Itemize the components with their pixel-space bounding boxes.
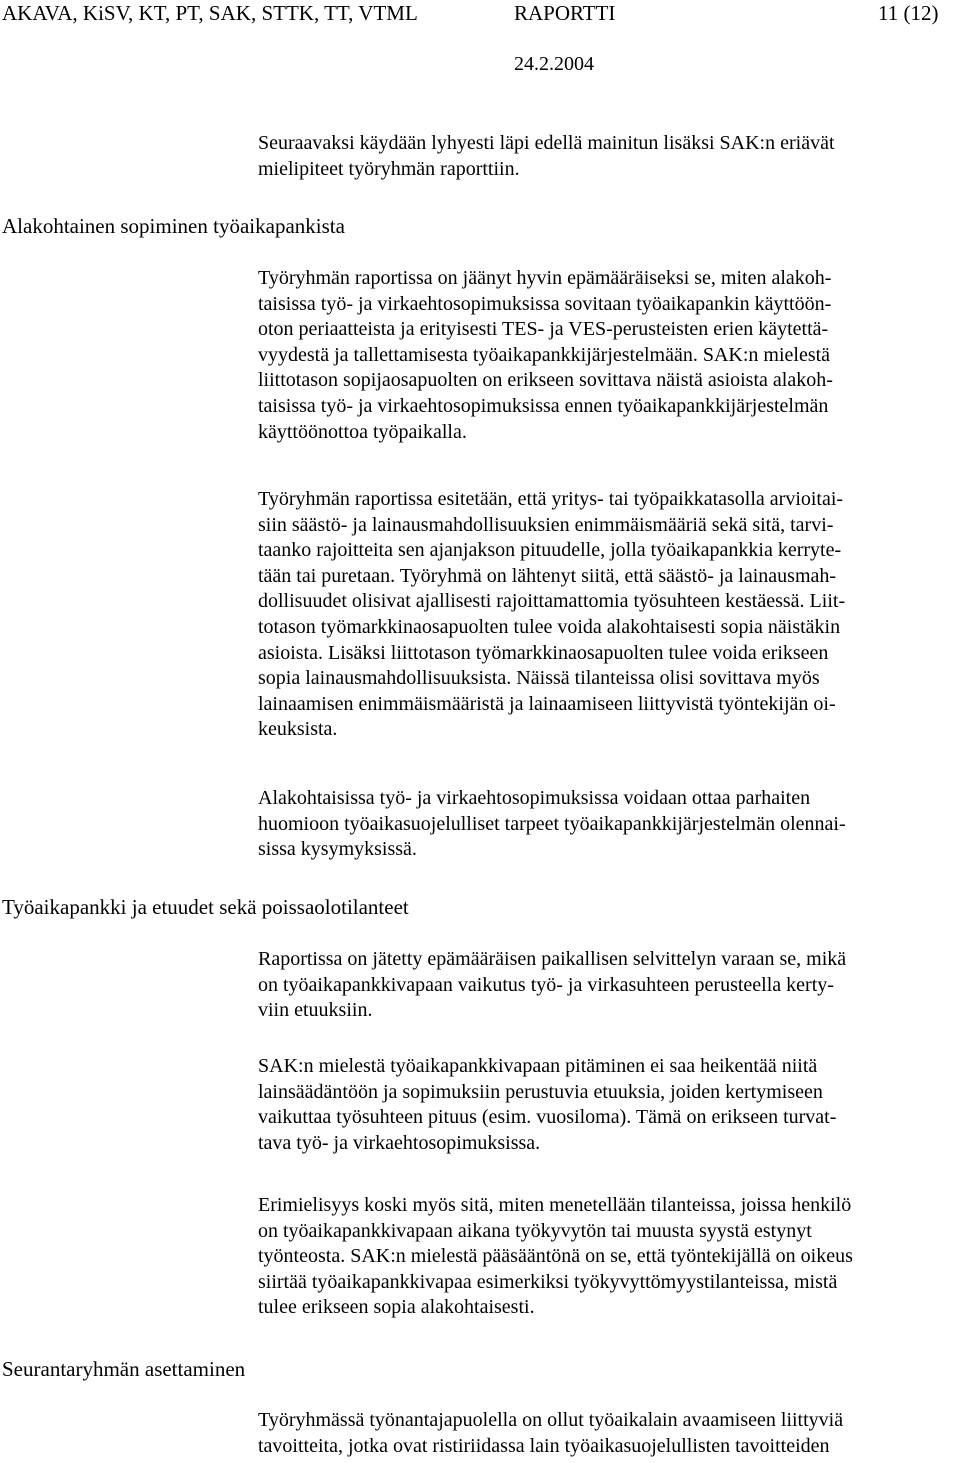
paragraph-arvioitaisiin — [258, 487, 845, 743]
text-line: tään tai puretaan. Työryhmä on lähtenyt siitä, että säästö- ja lainausmah- — [258, 564, 837, 587]
paragraph-tyoryhmassa — [258, 1408, 843, 1459]
sidebar-heading-etuudet: Työaikapankki ja etuudet sekä poissaolotilanteet — [2, 895, 409, 919]
text-line: lainaamisen enimmäismääristä ja lainaamiseen liittyvistä työntekijän oi- — [258, 692, 836, 715]
sidebar-heading-seurantaryhma: Seurantaryhmän asettaminen — [2, 1357, 246, 1381]
text-line: oton periaatteista ja erityisesti TES- ja VES-perusteisten erien käytettä- — [258, 318, 829, 341]
text-line: on työaikapankkivapaan vaikutus työ- ja virkasuhteen perusteella kerty- — [258, 973, 834, 996]
text-line: Erimielisyys koski myös sitä, miten menetellään tilanteissa, joissa henkilö — [258, 1194, 852, 1216]
text-line: Työryhmän raportissa on jäänyt hyvin epämääräiseksi se, miten alakoh- — [258, 267, 832, 289]
text-line: SAK:n mielestä työaikapankkivapaan pitäminen ei saa heikentää niitä — [258, 1055, 818, 1077]
paragraph-erimielisyys — [258, 1193, 853, 1321]
text-line: Alakohtaisissa työ- ja virkaehtosopimuksissa voidaan ottaa parhaiten — [258, 787, 811, 809]
text-line: Työryhmän raportissa esitetään, että yritys- tai työpaikkatasolla arvioitai- — [258, 488, 844, 510]
text-line: totason työmarkkinaosapuolten tulee voida alakohtaisesti sopia näistäkin — [258, 615, 841, 638]
page-number: 11 (12) — [878, 1, 939, 25]
text-line: on työaikapankkivapaan aikana työkyvytön tai muusta syystä estynyt — [258, 1219, 812, 1242]
text-line: liittotason sopijaosapuolten on erikseen sovittava näistä asioista alakoh- — [258, 369, 833, 392]
text-line: tulee erikseen sopia alakohtaisesti. — [258, 1296, 535, 1319]
report-label: RAPORTTI — [514, 1, 616, 25]
text-line: Seuraavaksi käydään lyhyesti läpi edellä mainitun lisäksi SAK:n eriävät — [258, 132, 835, 154]
text-line: Työryhmässä työnantajapuolella on ollut työaikalain avaamiseen liittyviä — [258, 1409, 844, 1431]
text-line: huomioon työaikasuojelulliset tarpeet työaikapankkijärjestelmän olennai- — [258, 812, 846, 835]
text-line: siin säästö- ja lainausmahdollisuuksien enimmäismääriä sekä sitä, tarvi- — [258, 513, 834, 536]
text-line: taanko rajoitteita sen ajanjakson pituudelle, jolla työaikapankkia kerryte- — [258, 539, 842, 562]
text-line: käyttöönottoa työpaikalla. — [258, 420, 467, 443]
paragraph-etuudet — [258, 947, 846, 1024]
text-line: taisissa työ- ja virkaehtosopimuksissa sovitaan työaikapankin käyttöön- — [258, 292, 832, 315]
header-organizations: AKAVA, KiSV, KT, PT, SAK, STTK, TT, VTML — [2, 1, 418, 25]
paragraph-alakohtaisissa — [258, 786, 846, 863]
text-line: tava työ- ja virkaehtosopimuksissa. — [258, 1131, 541, 1154]
paragraph-intro — [258, 131, 835, 182]
text-line: vyydestä ja tallettamisesta työaikapankkijärjestelmään. SAK:n mielestä — [258, 343, 831, 366]
text-line: Raportissa on jätetty epämääräisen paikallisen selvittelyn varaan se, mikä — [258, 948, 847, 970]
text-line: lainsäädäntöön ja sopimuksiin perustuvia etuuksia, joiden kertymiseen — [258, 1080, 823, 1103]
text-line: dollisuudet olisivat ajallisesti rajoittamattomia työsuhteen kestäessä. Liit- — [258, 590, 846, 613]
text-line: tavoitteita, jotka ovat ristiriidassa lain työaikasuojelullisten tavoitteiden — [258, 1434, 830, 1457]
text-line: keuksista. — [258, 718, 338, 741]
report-date: 24.2.2004 — [514, 53, 594, 75]
text-line: sissa kysymyksissä. — [258, 838, 417, 861]
text-line: taisissa työ- ja virkaehtosopimuksissa ennen työaikapankkijärjestelmän — [258, 394, 829, 417]
text-line: siirtää työaikapankkivapaa esimerkiksi työkyvyttömyystilanteissa, mistä — [258, 1270, 838, 1293]
text-line: työnteosta. SAK:n mielestä pääsääntönä on se, että työntekijällä on oikeus — [258, 1245, 853, 1268]
paragraph-epamaarainen — [258, 266, 833, 445]
sidebar-heading-alakohtainen: Alakohtainen sopiminen työaikapankista — [2, 214, 345, 238]
text-line: mielipiteet työryhmän raporttiin. — [258, 157, 520, 180]
text-line: viin etuuksiin. — [258, 999, 373, 1022]
text-line: asioista. Lisäksi liittotason työmarkkinaosapuolten tulee voida erikseen — [258, 641, 829, 664]
text-line: sopia lainausmahdollisuuksista. Näissä tilanteissa olisi sovittava myös — [258, 667, 820, 690]
text-line: vaikuttaa työsuhteen pituus (esim. vuosiloma). Tämä on erikseen turvat- — [258, 1106, 837, 1129]
paragraph-sak-mielesta — [258, 1054, 836, 1156]
